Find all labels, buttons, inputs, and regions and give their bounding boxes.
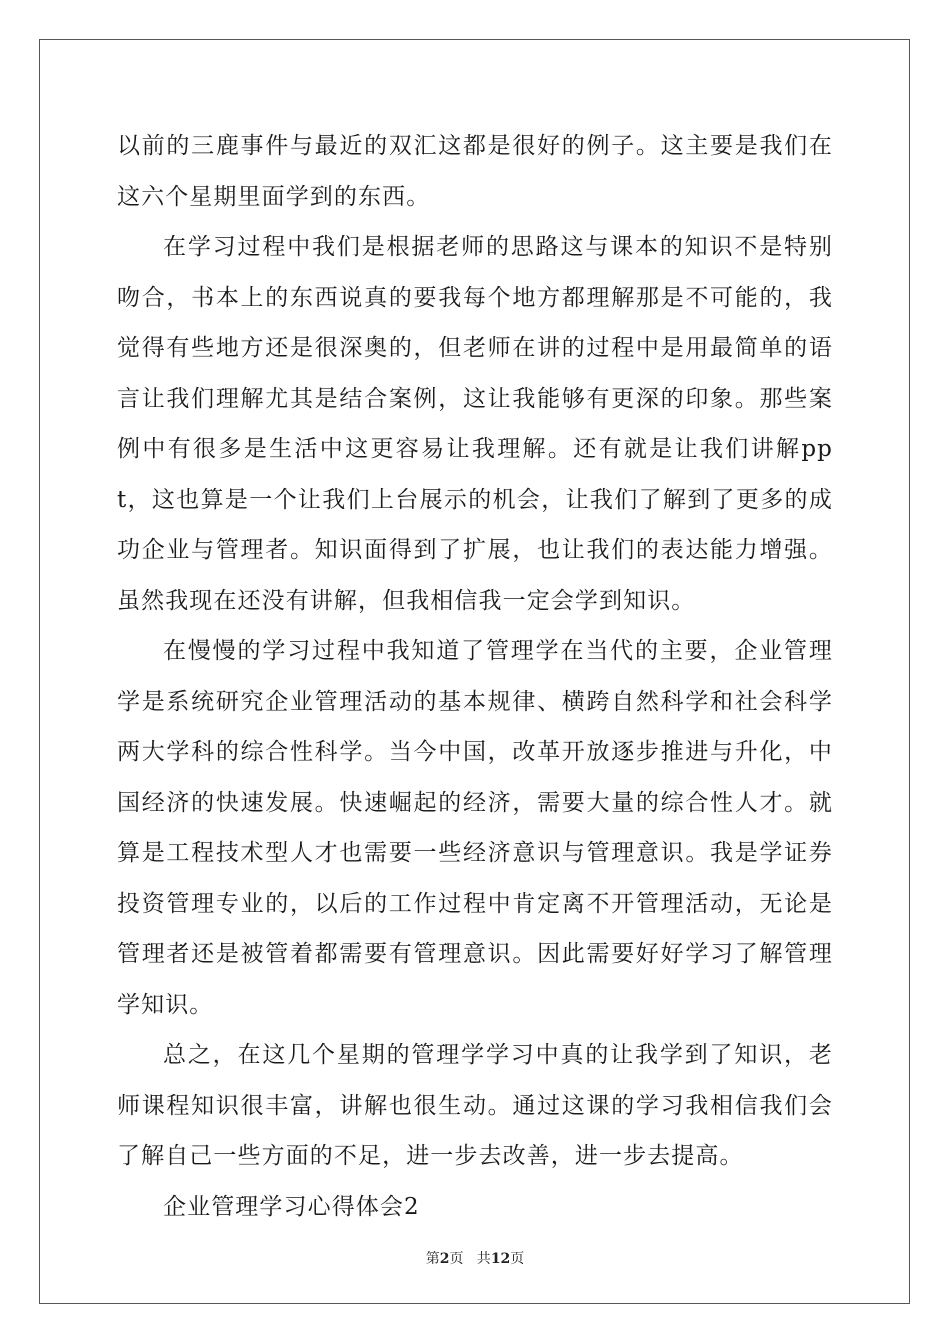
footer-suffix: 页 <box>510 1251 525 1267</box>
paragraph: 以前的三鹿事件与最近的双汇这都是很好的例子。这主要是我们在这六个星期里面学到的东西。 <box>117 133 833 210</box>
current-page-number: 2 <box>439 1251 450 1267</box>
page-footer <box>0 1248 950 1268</box>
paragraph: 在学习过程中我们是根据老师的思路这与课本的知识不是特别吻合，书本上的东西说真的要我每个地方都理解那是不可能的，我觉得有些地方还是很深奥的，但老师在讲的过程中是用最简单的语言让我们理解尤其是结合案例，这让我能够有更深的印象。那些案例中有很多是生活中这更容易让我理解。还有就是让我们讲解ppt，这也算是一个让我们上台展示的机会，让我们了解到了更多的成功企业与管理者。知识面得到了扩展，也让我们的表达能力增强。虽然我现在还没有讲解，但我相信我一定会学到知识。 <box>117 234 833 614</box>
paragraph: 在慢慢的学习过程中我知道了管理学在当代的主要，企业管理学是系统研究企业管理活动的基本规律、横跨自然科学和社会科学两大学科的综合性科学。当今中国，改革开放逐步推进与升化，中国经济的快速发展。快速崛起的经济，需要大量的综合性人才。就算是工程技术型人才也需要一些经济意识与管理意识。我是学证券投资管理专业的，以后的工作过程中肯定离不开管理活动，无论是管理者还是被管着都需要有管理意识。因此需要好好学习了解管理学知识。 <box>117 638 833 1018</box>
total-pages-number: 12 <box>490 1251 511 1267</box>
document-body <box>117 121 833 1232</box>
footer-prefix: 第 <box>425 1251 440 1267</box>
footer-mid: 页 共 <box>449 1251 491 1267</box>
paragraph: 总之，在这几个星期的管理学学习中真的让我学到了知识，老师课程知识很丰富，讲解也很生动。通过这课的学习我相信我们会了解自己一些方面的不足，进一步去改善，进一步去提高。 <box>117 1042 833 1169</box>
section-heading: 企业管理学习心得体会2 <box>163 1193 420 1220</box>
